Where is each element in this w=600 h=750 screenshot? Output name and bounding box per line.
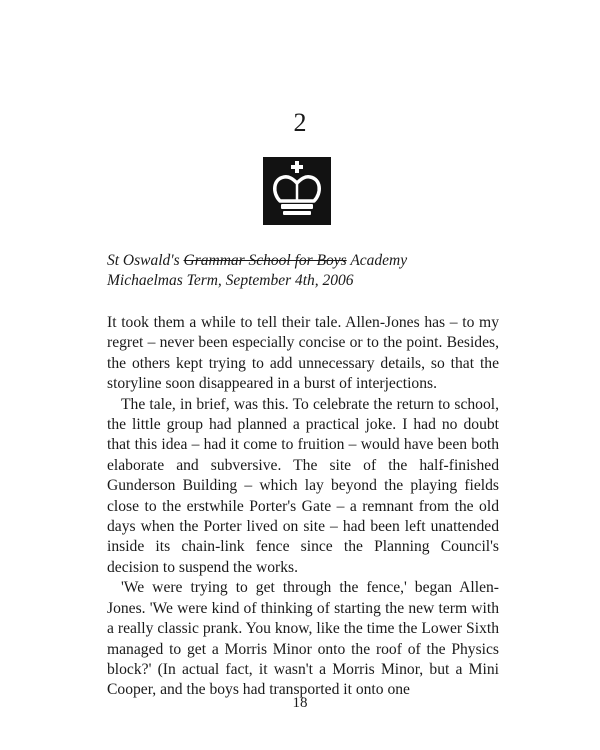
page-number: 18 [292,695,308,711]
school-prefix: St Oswald's [107,252,184,269]
date-line: Michaelmas Term, September 4th, 2006 [107,272,354,289]
body-text [107,313,499,701]
school-name-line [107,251,407,271]
chapter-number: 2 [293,108,307,137]
paragraph-2: The tale, in brief, was this. To celebrate the return to school, the little group had planned a practical joke. I had no doubt that this idea – had it come to fruition – would have been both elaborate and subversive. The site of the half-finished Gunderson Building – which lay beyond the playing fields close to the erstwhile Porter's Gate – a remnant from the old days when the Porter lived on site – had been left unattended inside its chain-link fence since the Planning Council's decision to suspend the works. [107,395,499,576]
struck-out-school-name: Grammar School for Boys [183,252,347,269]
chess-king-icon [263,157,331,225]
chapter-heading [107,251,407,291]
paragraph-1: It took them a while to tell their tale. Allen-Jones has – to my regret – never been especially concise or to the point. Besides, the others kept trying to add unnecessary details, so that the storyline soon disappeared in a burst of interjections. [107,314,499,393]
school-suffix: Academy [346,252,408,269]
paragraph-3: 'We were trying to get through the fence,' began Allen-Jones. 'We were kind of thinking of starting the new term with a really classic prank. You know, like the time the Lower Sixth managed to get a Morris Minor onto the roof of the Physics block?' (In actual fact, it wasn't a Morris Minor, but a Mini Cooper, and the boys had transported it onto one [107,579,499,699]
